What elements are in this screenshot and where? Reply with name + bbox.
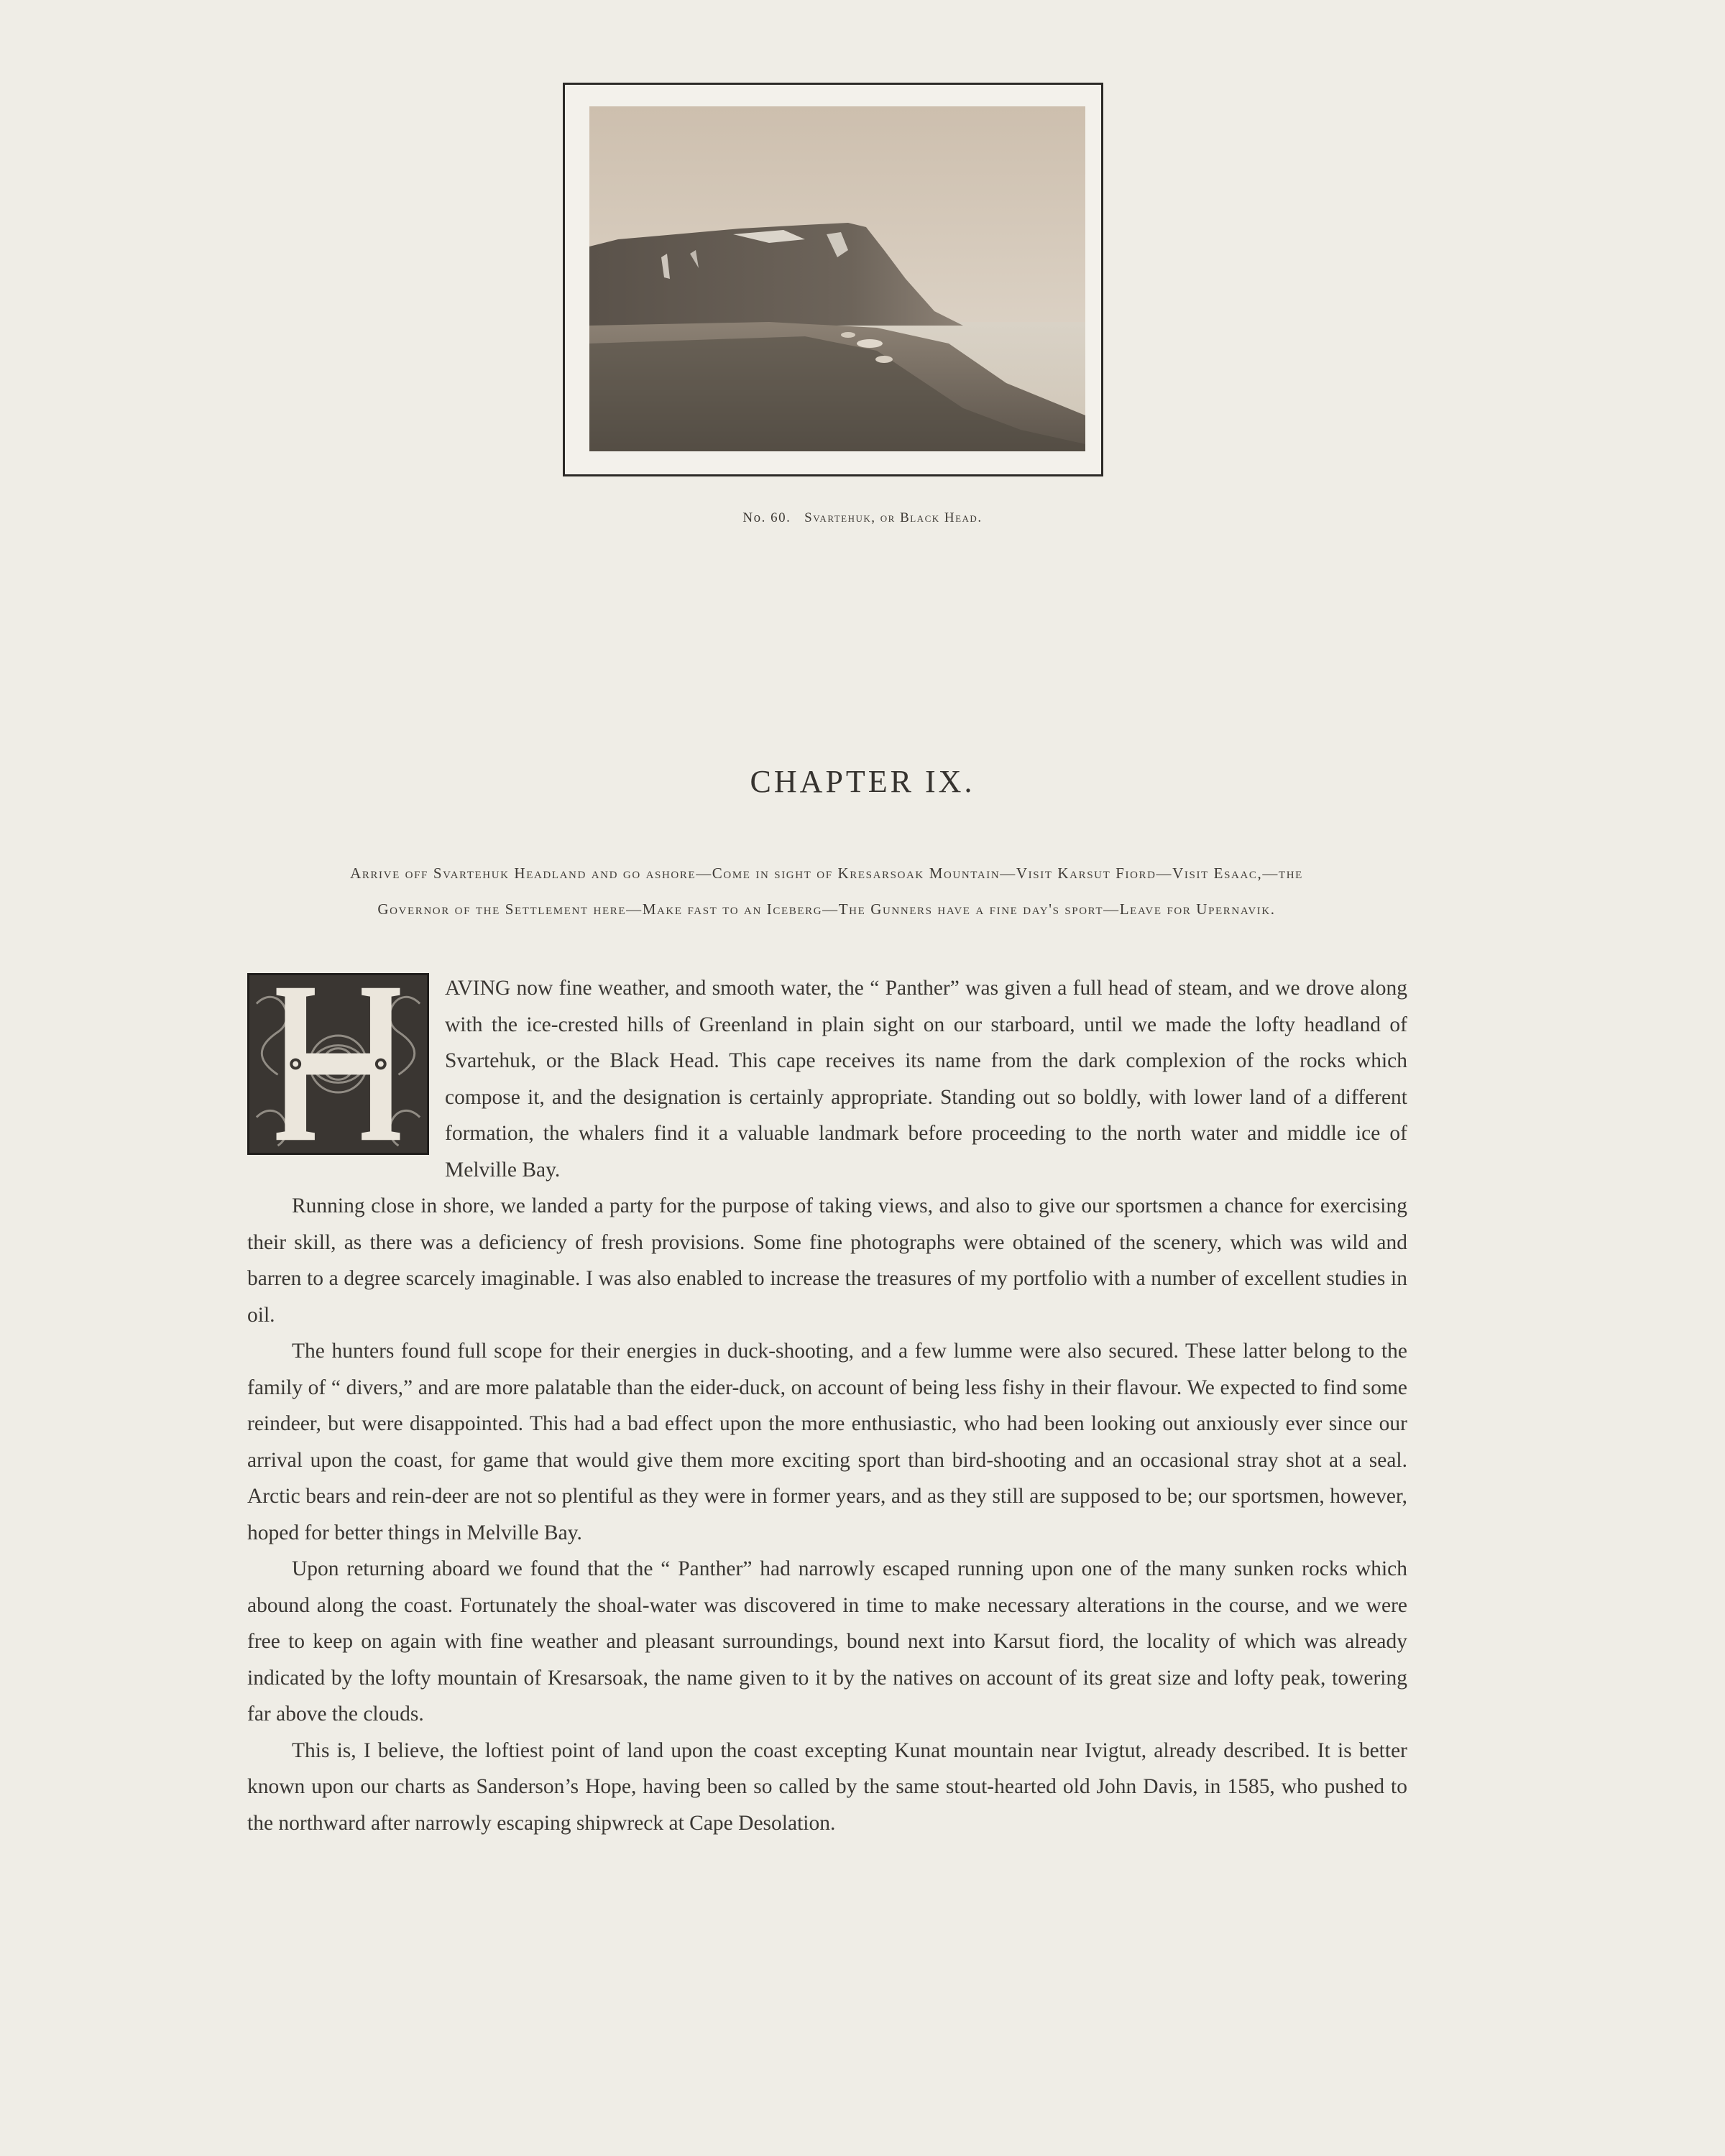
- paragraph-5: This is, I believe, the loftiest point of land upon the coast excepting Kunat mountain near Ivigtut, already described. It is better known upon our charts as Sanderson’s Hope, having been so called by the same stout-hearted old John Davis, in 1585, who pushed to the northward after narrowly escaping shipwreck at Cape Desolation.: [247, 1738, 1407, 1835]
- paragraph-1: [247, 970, 1407, 1188]
- paragraph-4: Upon returning aboard we found that the “ Panther” had narrowly escaped running upon one of the many sunken rocks which abound along the coast. Fortunately the shoal-water was discovered in time to make necessary alterations in the course, and we were free to keep on again with fine weather and pleasant surroundings, bound next into Karsut fiord, the locality of which was already indicated by the lofty mountain of Kresarsoak, the name given to it by the natives on account of its great size and lofty peak, towering far above the clouds.: [247, 1557, 1407, 1726]
- caption-number: No. 60.: [742, 510, 791, 525]
- chapter-summary: [237, 855, 1416, 927]
- summary-line-2: Governor of the Settlement here—Make fast to an Iceberg—The Gunners have a fine day's sport—Leave for Upernavik.: [377, 900, 1276, 918]
- summary-line-1: Arrive off Svartehuk Headland and go ashore—Come in sight of Kresarsoak Mountain—Visit Karsut Fiord—Visit Esaac,—the: [350, 865, 1303, 882]
- paragraph-3: The hunters found full scope for their energies in duck-shooting, and a few lumme were also secured. These latter belong to the family of “ divers,” and are more palatable than the eider-duck, on account of being less fishy in their flavour. We expected to find some reindeer, but were disappointed. This had a bad effect upon the more enthusiastic, who had been looking out anxiously ever since our arrival upon the coast, for game that would give them more exciting sport than bird-shooting and an occasional stray shot at a seal. Arctic bears and rein-deer are not so plentiful as they were in former years, and as they still are supposed to be; our sportsmen, however, hoped for better things in Melville Bay.: [247, 1340, 1407, 1544]
- photo-image: [589, 106, 1085, 451]
- photo-plate-frame: [563, 83, 1103, 476]
- chapter-title: CHAPTER IX.: [750, 764, 975, 799]
- paragraph-1-text: AVING now fine weather, and smooth water, the “ Panther” was given a full head of steam, and we drove along with the ice-crested hills of Greenland in plain sight on our starboard, until we made the lofty headland of Svartehuk, or the Black Head. This cape receives its name from the dark complexion of the rocks which compose it, and the designation is certainly appropriate. Standing out so boldly, with lower land of a different formation, the whalers find it a valuable landmark before proceeding to the north water and middle ice of Melville Bay.: [445, 977, 1407, 1181]
- ornamental-initial-icon: [249, 975, 427, 1153]
- chapter-body: [247, 970, 1407, 1841]
- ornamental-initial: [247, 973, 429, 1155]
- plate-caption: [0, 510, 1725, 526]
- caption-title: Svartehuk, or Black Head.: [804, 510, 983, 525]
- paragraph-2: Running close in shore, we landed a party for the purpose of taking views, and also to give our sportsmen a chance for exercising their skill, as there was a deficiency of fresh provisions. Some fine photographs were obtained of the scenery, which was wild and barren to a degree scarcely imaginable. I was also enabled to increase the treasures of my portfolio with a number of excellent studies in oil.: [247, 1194, 1407, 1327]
- photograph-svartehuk: [589, 106, 1085, 451]
